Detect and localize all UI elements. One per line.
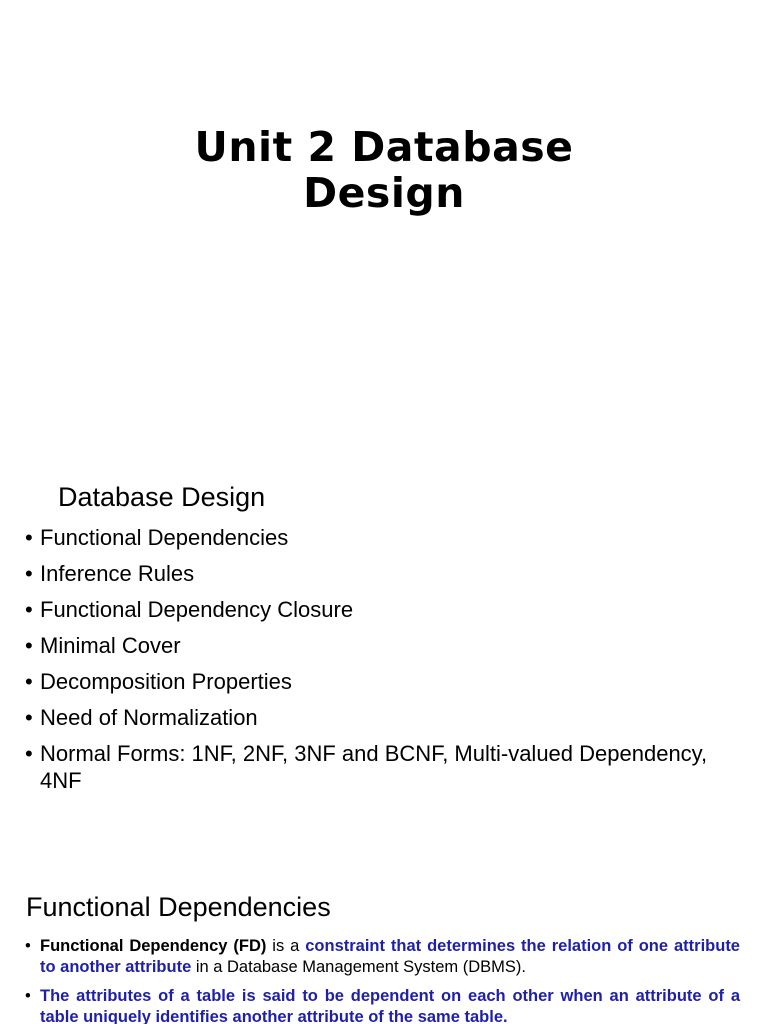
list-item [24, 668, 744, 695]
list-item [24, 740, 744, 794]
bullet-icon: • [25, 987, 31, 1005]
agenda-slide [0, 448, 768, 848]
bullet-icon: • [25, 633, 33, 658]
list-item [24, 596, 744, 623]
fd-definition-tail: in a Database Management System (DBMS). [191, 958, 526, 976]
list-item [24, 936, 740, 978]
list-item [24, 524, 744, 551]
list-item-text: Functional Dependencies [40, 525, 289, 550]
bullet-icon: • [25, 705, 33, 730]
bullet-icon: • [25, 741, 33, 766]
list-item [24, 560, 744, 587]
fd-definition-highlight: constraint that determines the relation of one attribute to another attribute [40, 937, 740, 976]
list-item-text: Normal Forms: 1NF, 2NF, 3NF and BCNF, Multi-valued Dependency, 4NF [40, 741, 708, 793]
agenda-heading: Database Design [58, 482, 266, 512]
list-item-text: Functional Dependency Closure [40, 597, 354, 622]
fd-heading: Functional Dependencies [26, 892, 331, 922]
list-item-text: Decomposition Properties [40, 669, 292, 694]
list-item [24, 986, 740, 1024]
list-item-text: Need of Normalization [40, 705, 258, 730]
bullet-icon: • [25, 937, 31, 955]
slide-title [0, 124, 768, 216]
title-slide [0, 0, 768, 448]
slide-title-line-2: Design [303, 169, 465, 217]
fd-dependency-text: The attributes of a table is said to be dependent on each other when an attribute of a table uniquely identifies another attribute of the same table. [40, 987, 740, 1024]
functional-dependencies-slide [0, 848, 768, 1024]
list-item [24, 704, 744, 731]
slide-title-line-1: Unit 2 Database [194, 123, 574, 171]
bullet-icon: • [25, 525, 33, 550]
list-item [24, 632, 744, 659]
fd-term: Functional Dependency (FD) [40, 937, 267, 955]
agenda-list [24, 524, 744, 803]
list-item-text: Inference Rules [40, 561, 195, 586]
bullet-icon: • [25, 597, 33, 622]
bullet-icon: • [25, 669, 33, 694]
bullet-icon: • [25, 561, 33, 586]
fd-connector: is a [266, 937, 306, 955]
list-item-text: Minimal Cover [40, 633, 181, 658]
fd-list [24, 936, 740, 1024]
